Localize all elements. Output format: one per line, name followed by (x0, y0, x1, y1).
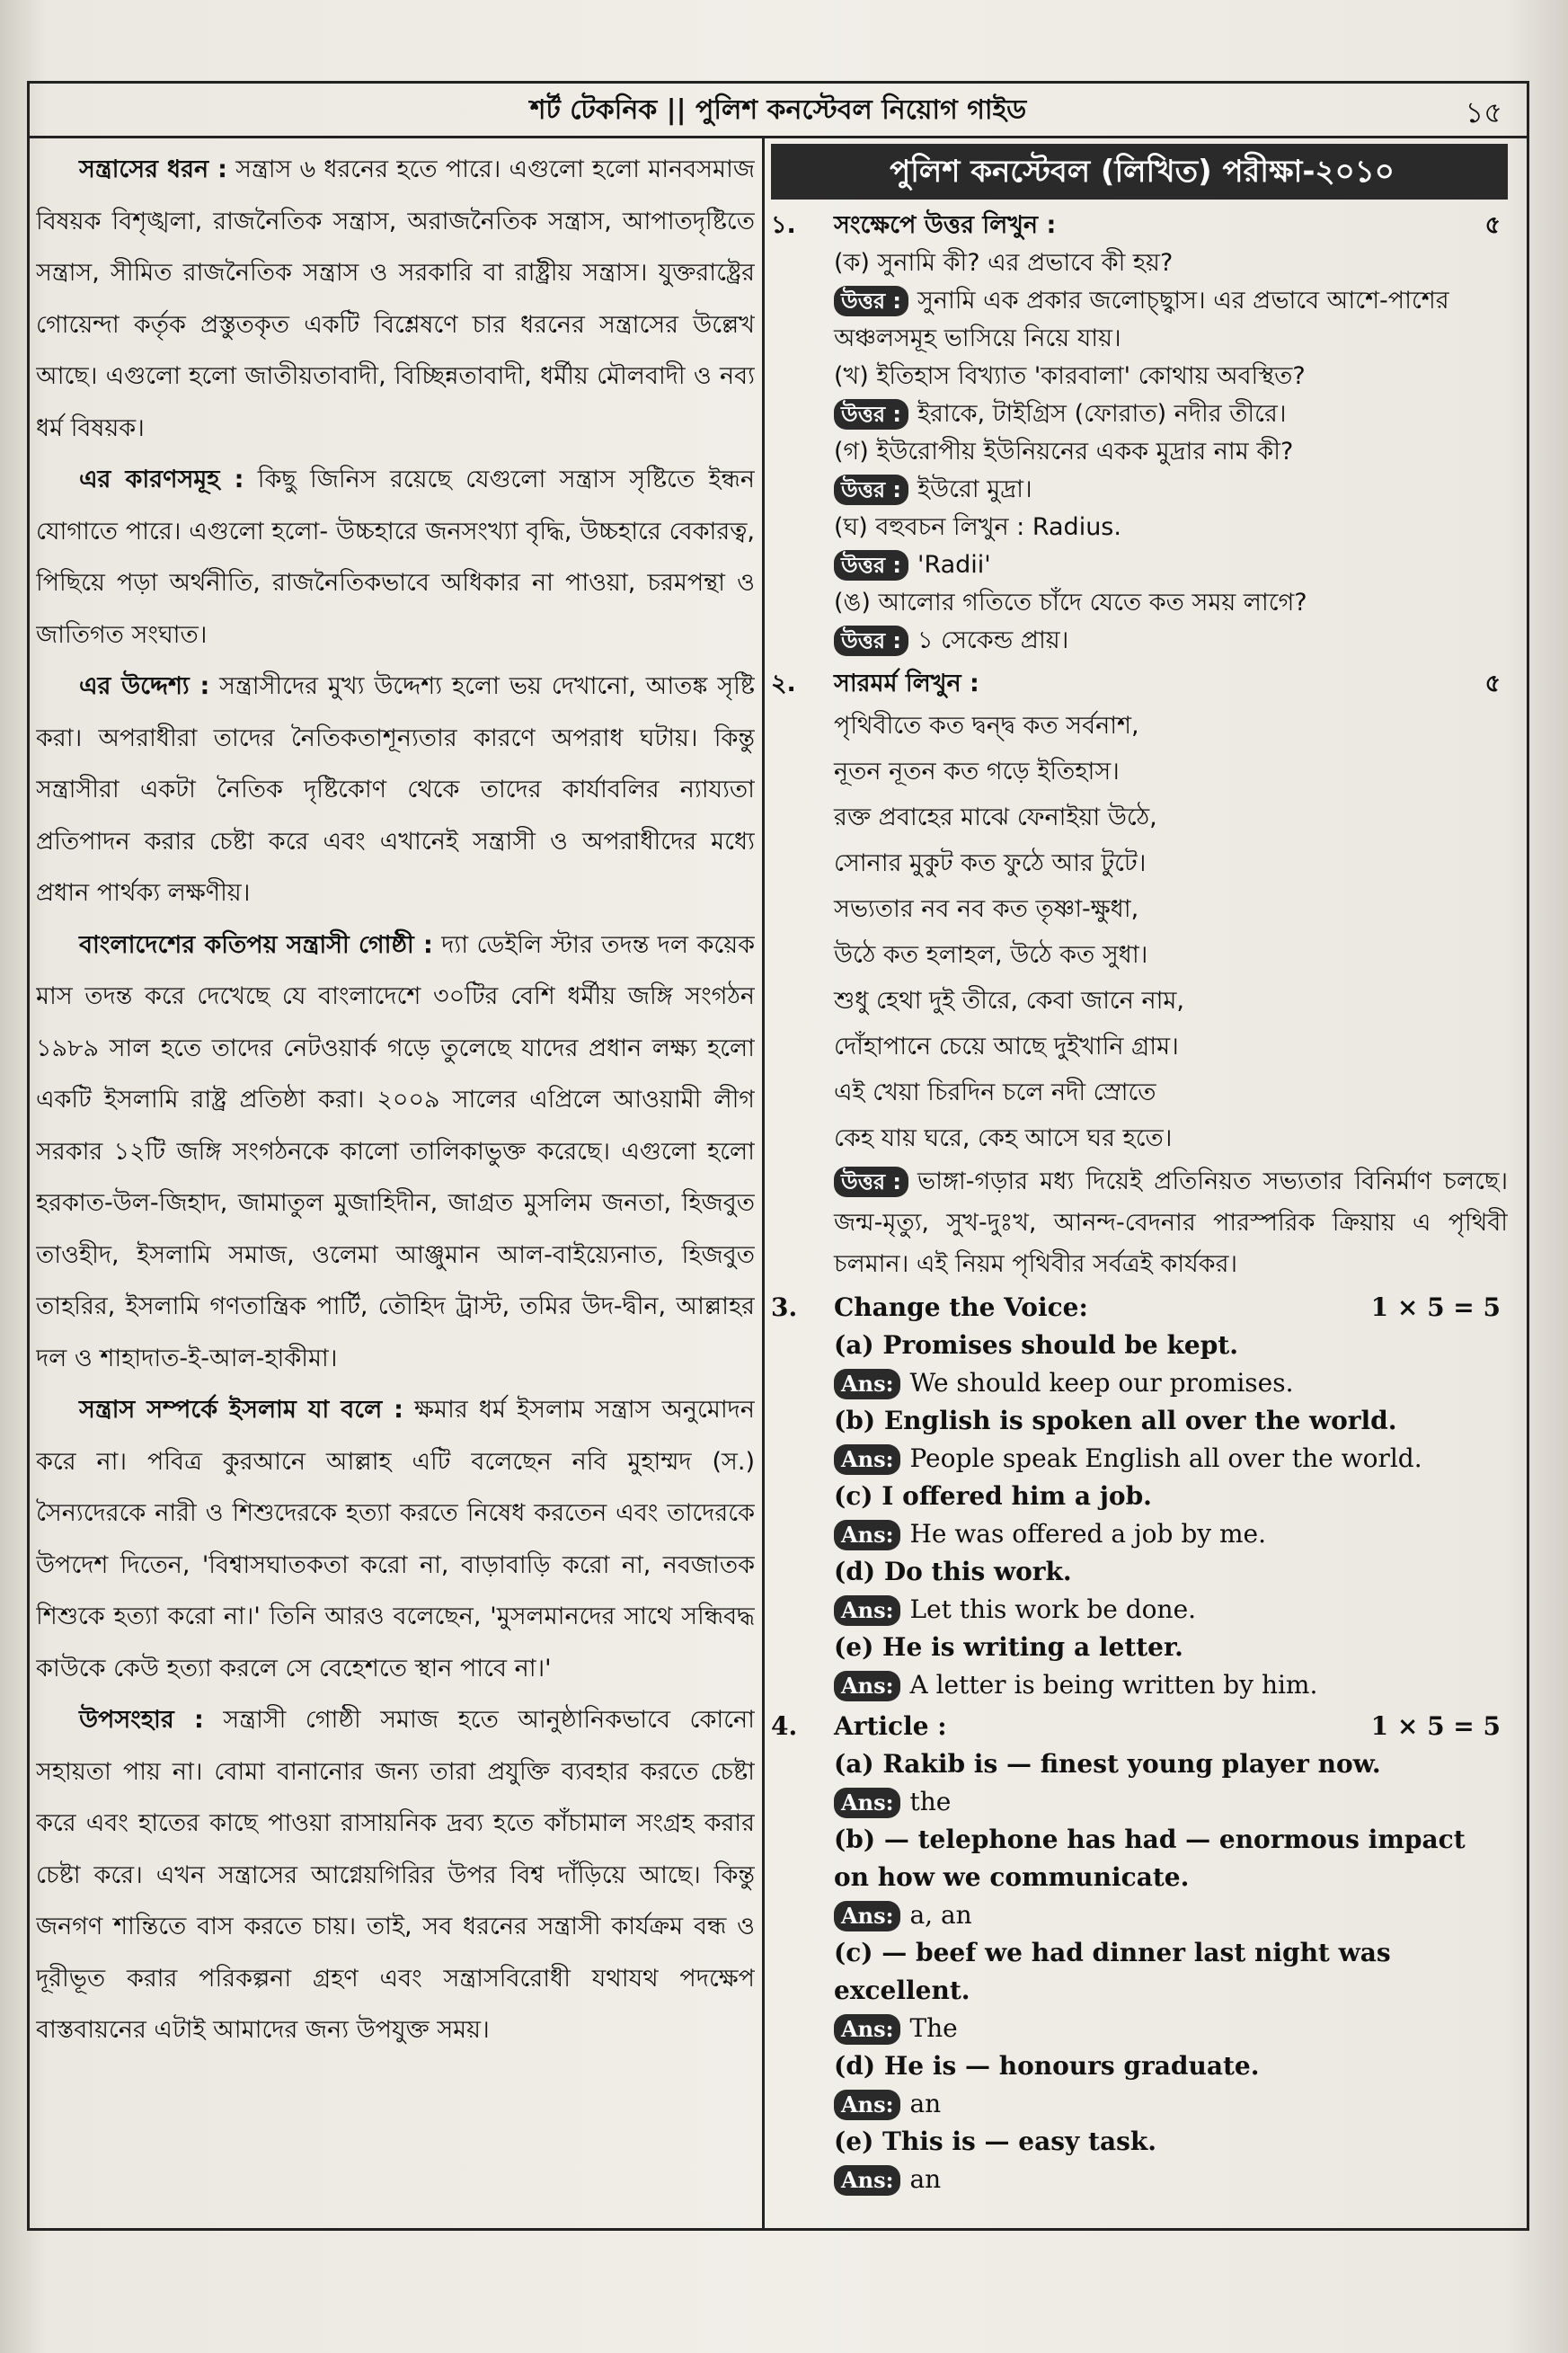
question-number: 3. (771, 1292, 798, 1322)
answer (834, 395, 1508, 433)
answer (834, 1515, 1508, 1553)
answer-badge: Ans: (834, 1444, 900, 1475)
poem-line: সভ্যতার নব নব কত তৃষ্ণা-ক্ষুধা, (834, 895, 1139, 923)
answer (834, 1440, 1508, 1478)
answer (834, 2010, 1508, 2047)
paragraph-text: দ্যা ডেইলি স্টার তদন্ত দল কয়েক মাস তদন্ত করে দেখেছে যে বাংলাদেশে ৩০টির বেশি ধর্মীয় জঙ্গি সংগঠন ১৯৮৯ সাল হতে তাদের নেটওয়ার্ক গড়ে তুলেছে যাদের প্রধান লক্ষ্য হলো একটি ইসলামি রাষ্ট্র প্রতিষ্ঠা করা। ২০০৯ সালের এপ্রিলে আওয়ামী লীগ সরকার ১২টি জঙ্গি সংগঠনকে কালো তালিকাভুক্ত করেছে। এগুলো হলো হরকাত-উল-জিহাদ, জামাতুল মুজাহিদীন, জাগ্রত মুসলিম জনতা, হিজবুত তাওহীদ, ইসলামি সমাজ, ওলেমা আঞ্জুমান আল-বাইয়্যেনাত, হিজবুত তাহরির, ইসলামি গণতান্ত্রিক পার্টি, তৌহিদ ট্রাস্ট, তমির উদ-দ্বীন, আল্লাহর দল ও শাহাদাত-ই-আল-হাকীমা। (36, 930, 755, 1372)
answer-text: the (909, 1787, 952, 1816)
sub-question: (ক) সুনামি কী? এর প্রভাবে কী হয়? (834, 249, 1174, 277)
answer-text: People speak English all over the world. (909, 1443, 1422, 1473)
answer (834, 2085, 1508, 2123)
right-column (771, 144, 1508, 2220)
paragraph-heading: বাংলাদেশের কতিপয় সন্ত্রাসী গোষ্ঠী : (79, 930, 433, 959)
paragraph-heading: উপসংহার : (79, 1706, 204, 1734)
page-number: ১৫ (1465, 95, 1502, 129)
question-1 (771, 207, 1508, 660)
poem-line: রক্ত প্রবাহের মাঝে ফেনাইয়া উঠে, (834, 804, 1157, 831)
answer-badge: উত্তর : (834, 286, 908, 316)
question-3 (771, 1289, 1508, 1704)
left-column (36, 144, 755, 2220)
answer-text: We should keep our promises. (909, 1368, 1294, 1398)
answer-badge: উত্তর : (834, 1167, 908, 1197)
answer (834, 546, 1508, 584)
question-marks: 1 × 5 = 5 (1370, 1292, 1501, 1322)
answer-badge: Ans: (834, 1369, 900, 1399)
poem-line: পৃথিবীতে কত দ্বন্দ্ব কত সর্বনাশ, (834, 712, 1139, 740)
answer-badge: উত্তর : (834, 626, 908, 656)
answer (834, 471, 1508, 509)
sub-question: (d) He is — honours graduate. (834, 2051, 1260, 2081)
paragraph-heading: সন্ত্রাসের ধরন : (79, 155, 227, 183)
answer-text: 'Radii' (917, 551, 991, 579)
sub-question: (c) — beef we had dinner last night was excellent. (834, 1938, 1391, 2005)
poem-line: নূতন নূতন কত গড়ে ইতিহাস। (834, 758, 1120, 786)
header-title: শর্ট টেকনিক || পুলিশ কনস্টেবল নিয়োগ গাইড (529, 94, 1027, 126)
paragraph-heading: এর কারণসমূহ : (79, 466, 244, 493)
question-title: Article : (834, 1711, 947, 1741)
exam-title: পুলিশ কনস্টেবল (লিখিত) পরীক্ষা-২০১০ (771, 144, 1508, 200)
poem-line: এই খেয়া চিরদিন চলে নদী স্রোতে (834, 1079, 1156, 1106)
answer-text: He was offered a job by me. (909, 1519, 1266, 1549)
answer-badge: Ans: (834, 1520, 900, 1550)
answer-badge: Ans: (834, 1901, 900, 1931)
sub-question: (খ) ইতিহাস বিখ্যাত 'কারবালা' কোথায় অবস্থিত? (834, 362, 1306, 390)
poem-line: উঠে কত হলাহল, উঠে কত সুধা। (834, 941, 1148, 969)
paragraph-text: ক্ষমার ধর্ম ইসলাম সন্ত্রাস অনুমোদন করে না। পবিত্র কুরআনে আল্লাহ এটি বলেছেন নবি মুহাম্মদ (স.) সৈন্যদেরকে নারী ও শিশুদেরকে হত্যা করতে নিষেধ করতেন এবং তাদেরকে উপদেশ দিতেন, 'বিশ্বাসঘাতকতা করো না, বাড়াবাড়ি করো না, নবজাতক শিশুকে হত্যা করো না।' তিনি আরও বলেছেন, 'মুসলমানদের সাথে সন্ধিবদ্ধ কাউকে কেউ হত্যা করলে সে বেহেশতে স্থান পাবে না।' (36, 1396, 755, 1683)
answer-text: A letter is being written by him. (909, 1670, 1318, 1700)
answer-text: ভাঙ্গা-গড়ার মধ্য দিয়েই প্রতিনিয়ত সভ্যতার বিনির্মাণ চলছে। জন্ম-মৃত্যু, সুখ-দুঃখ, আনন্দ-বেদনার পারস্পরিক ক্রিয়ায় এ পৃথিবী চলমান। এই নিয়ম পৃথিবীর সর্বত্রই কার্যকর। (834, 1168, 1508, 1278)
paragraph (36, 1384, 755, 1694)
answer-badge: Ans: (834, 1788, 900, 1818)
answer-text: ১ সেকেন্ড প্রায়। (917, 626, 1069, 654)
sub-question: (a) Rakib is — finest young player now. (834, 1749, 1381, 1779)
paragraph-heading: এর উদ্দেশ্য : (79, 672, 210, 700)
sub-question: (ঘ) বহুবচন লিখুন : Radius. (834, 513, 1121, 541)
sub-question: (b) English is spoken all over the world. (834, 1406, 1397, 1435)
column-divider (762, 138, 765, 2231)
answer-badge: Ans: (834, 1595, 900, 1626)
question-title: Change the Voice: (834, 1292, 1088, 1322)
question-number: ১. (771, 211, 796, 239)
answer-badge: উত্তর : (834, 550, 908, 581)
question-marks: ৫ (1484, 211, 1501, 239)
poem-line: কেহ যায় ঘরে, কেহ আসে ঘর হতে। (834, 1124, 1173, 1152)
poem-line: শুধু হেথা দুই তীরে, কেবা জানে নাম, (834, 987, 1184, 1015)
answer-text: a, an (909, 1900, 972, 1930)
question-4 (771, 1708, 1508, 2198)
paragraph (36, 1694, 755, 2056)
question-number: 4. (771, 1711, 798, 1741)
answer-text: সুনামি এক প্রকার জলোচ্ছ্বাস। এর প্রভাবে আশে-পাশের অঞ্চলসমূহ ভাসিয়ে নিয়ে যায়। (834, 287, 1449, 352)
answer (834, 1896, 1508, 1934)
running-header (27, 83, 1529, 138)
answer-text: ইউরো মুদ্রা। (917, 475, 1032, 503)
question-2 (771, 665, 1508, 703)
answer (834, 1161, 1508, 1285)
answer-badge: Ans: (834, 2165, 900, 2196)
poem-line: সোনার মুকুট কত ফুঠে আর টুটে। (834, 849, 1147, 877)
sub-question: (d) Do this work. (834, 1557, 1072, 1586)
poem-line: দোঁহাপানে চেয়ে আছে দুইখানি গ্রাম। (834, 1033, 1179, 1061)
sub-question: (a) Promises should be kept. (834, 1330, 1238, 1360)
answer-badge: Ans: (834, 1671, 900, 1701)
paragraph (36, 919, 755, 1385)
paragraph-text: সন্ত্রাসীদের মুখ্য উদ্দেশ্য হলো ভয় দেখানো, আতঙ্ক সৃষ্টি করা। অপরাধীরা তাদের নৈতিকতাশূন্যতার কারণে অপরাধ ঘটায়। কিন্তু সন্ত্রাসীরা একটা নৈতিক দৃষ্টিকোণ থেকে তাদের কার্যাবলির ন্যায্যতা প্রতিপাদন করার চেষ্টা করে এবং এখানেই সন্ত্রাসী ও অপরাধীদের মধ্যে প্রধান পার্থক্য লক্ষণীয়। (36, 672, 755, 907)
answer (834, 622, 1508, 660)
answer (834, 1666, 1508, 1704)
answer-text: ইরাকে, টাইগ্রিস (ফোরাত) নদীর তীরে। (917, 400, 1287, 428)
sub-question: (e) He is writing a letter. (834, 1632, 1183, 1662)
paragraph-text: সন্ত্রাস ৬ ধরনের হতে পারে। এগুলো হলো মানবসমাজ বিষয়ক বিশৃঙ্খলা, রাজনৈতিক সন্ত্রাস, অরাজনৈতিক সন্ত্রাস, আপাতদৃষ্টিতে সন্ত্রাস, সীমিত রাজনৈতিক সন্ত্রাস ও সরকারি বা রাষ্ট্রীয় সন্ত্রাস। যুক্তরাষ্ট্রের গোয়েন্দা কর্তৃক প্রস্তুতকৃত একটি বিশ্লেষণে চার ধরনের সন্ত্রাসের উল্লেখ আছে। এগুলো হলো জাতীয়তাবাদী, বিচ্ছিন্নতাবাদী, ধর্মীয় মৌলবাদী ও নব্য ধর্ম বিষয়ক। (36, 155, 755, 442)
answer-text: Let this work be done. (909, 1594, 1197, 1624)
answer-text: an (909, 2164, 942, 2194)
answer-badge: Ans: (834, 2090, 900, 2120)
question-title: সংক্ষেপে উত্তর লিখুন : (834, 211, 1057, 239)
question-marks: 1 × 5 = 5 (1370, 1711, 1501, 1741)
poem (834, 703, 1508, 1161)
paragraph-text: কিছু জিনিস রয়েছে যেগুলো সন্ত্রাস সৃষ্টিতে ইন্ধন যোগাতে পারে। এগুলো হলো- উচ্চহারে জনসংখ্যা বৃদ্ধি, উচ্চহারে বেকারত্ব, পিছিয়ে পড়া অর্থনীতি, রাজনৈতিকভাবে অধিকার না পাওয়া, চরমপন্থা ও জাতিগত সংঘাত। (36, 466, 755, 649)
answer-badge: উত্তর : (834, 475, 908, 505)
paragraph (36, 144, 755, 454)
sub-question: (ঙ) আলোর গতিতে চাঁদে যেতে কত সময় লাগে? (834, 589, 1307, 617)
question-marks: ৫ (1484, 670, 1501, 697)
question-title: সারমর্ম লিখুন : (834, 670, 979, 697)
sub-question: (b) — telephone has had — enormous impact on how we communicate. (834, 1825, 1466, 1892)
answer-text: The (909, 2013, 958, 2043)
sub-question: (c) I offered him a job. (834, 1481, 1152, 1511)
answer-text: an (909, 2089, 942, 2118)
answer-badge: উত্তর : (834, 399, 908, 430)
answer-badge: Ans: (834, 2014, 900, 2045)
paragraph (36, 661, 755, 919)
question-number: ২. (771, 670, 796, 697)
paragraph-heading: সন্ত্রাস সম্পর্কে ইসলাম যা বলে : (79, 1396, 403, 1424)
answer (834, 1783, 1508, 1821)
answer (834, 1591, 1508, 1629)
answer (834, 2161, 1508, 2198)
paragraph (36, 454, 755, 661)
answer (834, 1364, 1508, 1402)
sub-question: (e) This is — easy task. (834, 2127, 1157, 2156)
sub-question: (গ) ইউরোপীয় ইউনিয়নের একক মুদ্রার নাম কী? (834, 438, 1294, 466)
paragraph-text: সন্ত্রাসী গোষ্ঠী সমাজ হতে আনুষ্ঠানিকভাবে কোনো সহায়তা পায় না। বোমা বানানোর জন্য তারা প্রযুক্তি ব্যবহার করতে চেষ্টা করে এবং হাতের কাছে পাওয়া রাসায়নিক দ্রব্য হতে কাঁচামাল সংগ্রহ করার চেষ্টা করে। এখন সন্ত্রাসের আগ্নেয়গিরির উপর বিশ্ব দাঁড়িয়ে আছে। কিন্তু জনগণ শান্তিতে বাস করতে চায়। তাই, সব ধরনের সন্ত্রাসী কার্যক্রম বন্ধ ও দূরীভূত করার পরিকল্পনা গ্রহণ এবং সন্ত্রাসবিরোধী যথাযথ পদক্ষেপ বাস্তবায়নের এটাই আমাদের জন্য উপযুক্ত সময়। (36, 1706, 755, 2044)
answer (834, 282, 1508, 358)
